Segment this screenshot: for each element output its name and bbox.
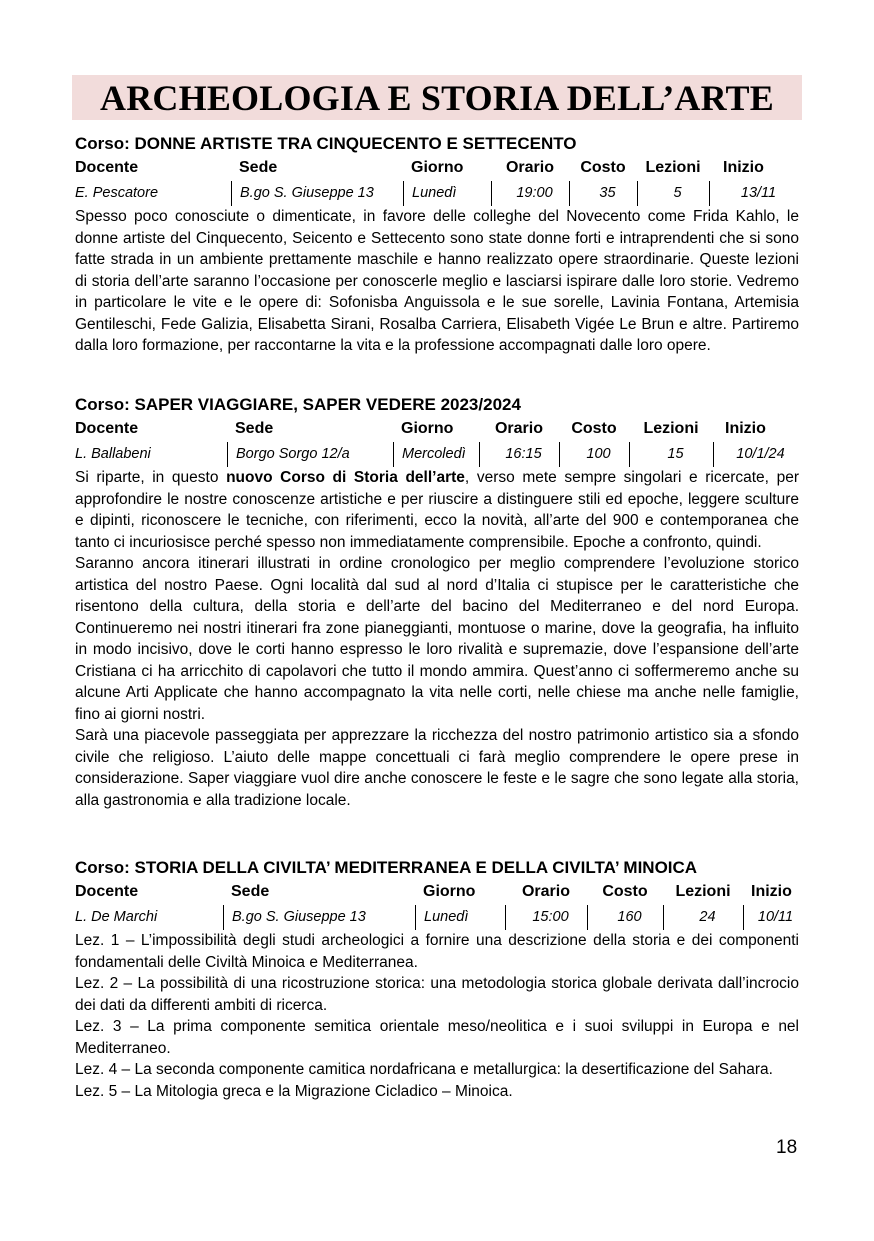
section-title-banner [72,75,802,120]
header-inizio: Inizio [725,420,766,437]
course-title: Corso: DONNE ARTISTE TRA CINQUECENTO E SETTECENTO [75,134,577,153]
value-orario: 16:15 [479,442,559,467]
header-lezioni: Lezioni [643,420,699,437]
header-docente: Docente [75,883,139,900]
course-title: Corso: STORIA DELLA CIVILTA’ MEDITERRANEA E DELLA CIVILTA’ MINOICA [75,858,698,877]
section-title: ARCHEOLOGIA E STORIA DELL’ARTE [100,78,774,118]
value-lezioni: 15 [629,442,713,467]
course-info-table [75,879,799,930]
value-orario: 19:00 [491,181,569,206]
description-intro [75,467,799,553]
course-title: Corso: SAPER VIAGGIARE, SAPER VEDERE 2023/2024 [75,395,521,414]
value-costo: 160 [587,905,663,930]
description-paragraph: Saranno ancora itinerari illustrati in ordine cronologico per meglio comprendere l’evoluzione storico artistica del nostro Paese. Ogni località dal sud al nord d’Italia ci stupisce per le caratteristiche che risentono della cultura, della storia e dell’arte del bacino del Mediterraneo e del nord Europa. Continueremo nei nostri itinerari fra zone pianeggianti, montuose o marine, dove la geografia, ha influito in modo incisivo, dove le corti hanno espresso le loro rivalità e supremazie, dove l’espansione dell’arte Cristiana ci ha arricchito di capolavori che tutto il mondo ammira. Quest’anno ci soffermeremo anche su alcune Arti Applicate che hanno accompagnato la vita nelle corti, nelle chiese ma anche nelle famiglie, fino ai giorni nostri. [75,555,799,723]
header-lezioni: Lezioni [645,159,701,176]
value-sede: B.go S. Giuseppe 13 [231,181,403,206]
course-block [75,857,799,1102]
header-docente: Docente [75,420,139,437]
description-paragraph: Sarà una piacevole passeggiata per apprezzare la ricchezza del nostro patrimonio artistico sia a sfondo civile che religioso. L’aiuto delle mappe concettuali ci farà meglio comprendere le opere prese in considerazione. Saper viaggiare vuol dire anche conoscere le feste e le sagre che sono legate alla storia, alla gastronomia e alla tradizione locale. [75,727,799,809]
intro-text: Si riparte, in questo [75,469,227,486]
value-lezioni: 24 [663,905,743,930]
value-inizio: 10/11 [743,905,799,930]
header-orario: Orario [505,159,554,176]
header-costo: Costo [580,159,626,176]
header-orario: Orario [521,883,570,900]
course-info-table [75,155,799,206]
intro-highlight: nuovo Corso di Storia dell’arte [226,469,465,486]
value-inizio: 10/1/24 [713,442,799,467]
header-giorno: Giorno [411,159,464,176]
course-description [75,467,799,811]
description-paragraph: Spesso poco conosciute o dimenticate, in favore delle colleghe del Novecento come Frida Kahlo, le donne artiste del Cinquecento, Seicento e Settecento sono state donne forti e intraprendenti che si sono fatte strada in un ambiente prettamente maschile e hanno realizzato opere straordinarie. Queste lezioni di storia dell’arte saranno l’occasione per conoscerle meglio e lasciarsi ispirare dalle loro storie. Vedremo in particolare le vite e le opere di: Sofonisba Anguissola e le sue sorelle, Lavinia Fontana, Artemisia Gentileschi, Fede Galizia, Elisabetta Sirani, Rosalba Carriera, Elisabeth Vigée Le Brun e altre. Partiremo dalla loro formazione, per raccontarne la vita e la professione accompagnati dalle loro opere. [75,208,799,354]
value-costo: 100 [559,442,629,467]
lesson-item: Lez. 2 – La possibilità di una ricostruzione storica: una metodologia storica globale derivata dall’incrocio dei dati da differenti ambiti di ricerca. [75,975,799,1014]
lesson-item: Lez. 1 – L’impossibilità degli studi archeologici a fornire una descrizione della storia e dei componenti fondamentali delle Civiltà Minoica e Mediterranea. [75,932,799,971]
value-costo: 35 [569,181,637,206]
value-docente: L. De Marchi [75,909,158,925]
lesson-item: Lez. 3 – La prima componente semitica orientale meso/neolitica e i suoi sviluppi in Europa e nel Mediterraneo. [75,1018,799,1057]
header-inizio: Inizio [723,159,764,176]
lesson-item: Lez. 5 – La Mitologia greca e la Migrazione Cicladico – Minoica. [75,1082,513,1100]
value-inizio: 13/11 [709,181,799,206]
course-description [75,206,799,357]
value-giorno: Lunedì [403,181,491,206]
header-costo: Costo [571,420,617,437]
header-giorno: Giorno [423,883,476,900]
header-sede: Sede [235,420,274,437]
value-sede: B.go S. Giuseppe 13 [223,905,415,930]
page-number: 18 [776,1137,798,1158]
intro-text: , verso mete sempre singolari e ricercate, per approfondire le nostre conoscenze artistiche e per riuscire a distinguere stili ed epoche, leggere sculture e dipinti, riconoscere le tecniche, con riferimenti, ecco la novità, all’arte del 900 e contemporanea che tanto ci incuriosisce perché spesso non immediatamente comprensibile. Epoche a confronto, quindi. [75,469,799,551]
course-block [75,394,799,811]
header-giorno: Giorno [401,420,454,437]
header-sede: Sede [231,883,270,900]
header-orario: Orario [494,420,543,437]
course-description [75,930,799,1102]
value-giorno: Mercoledì [393,442,479,467]
header-sede: Sede [239,159,278,176]
course-info-table [75,416,799,467]
course-block [75,133,799,357]
header-lezioni: Lezioni [675,883,731,900]
value-sede: Borgo Sorgo 12/a [227,442,393,467]
value-giorno: Lunedì [415,905,505,930]
value-docente: E. Pescatore [75,185,159,201]
header-costo: Costo [602,883,648,900]
header-inizio: Inizio [751,883,792,900]
value-lezioni: 5 [637,181,709,206]
value-orario: 15:00 [505,905,587,930]
value-docente: L. Ballabeni [75,446,151,462]
lesson-item: Lez. 4 – La seconda componente camitica nordafricana e metallurgica: la desertificazione del Sahara. [75,1061,773,1078]
header-docente: Docente [75,159,139,176]
